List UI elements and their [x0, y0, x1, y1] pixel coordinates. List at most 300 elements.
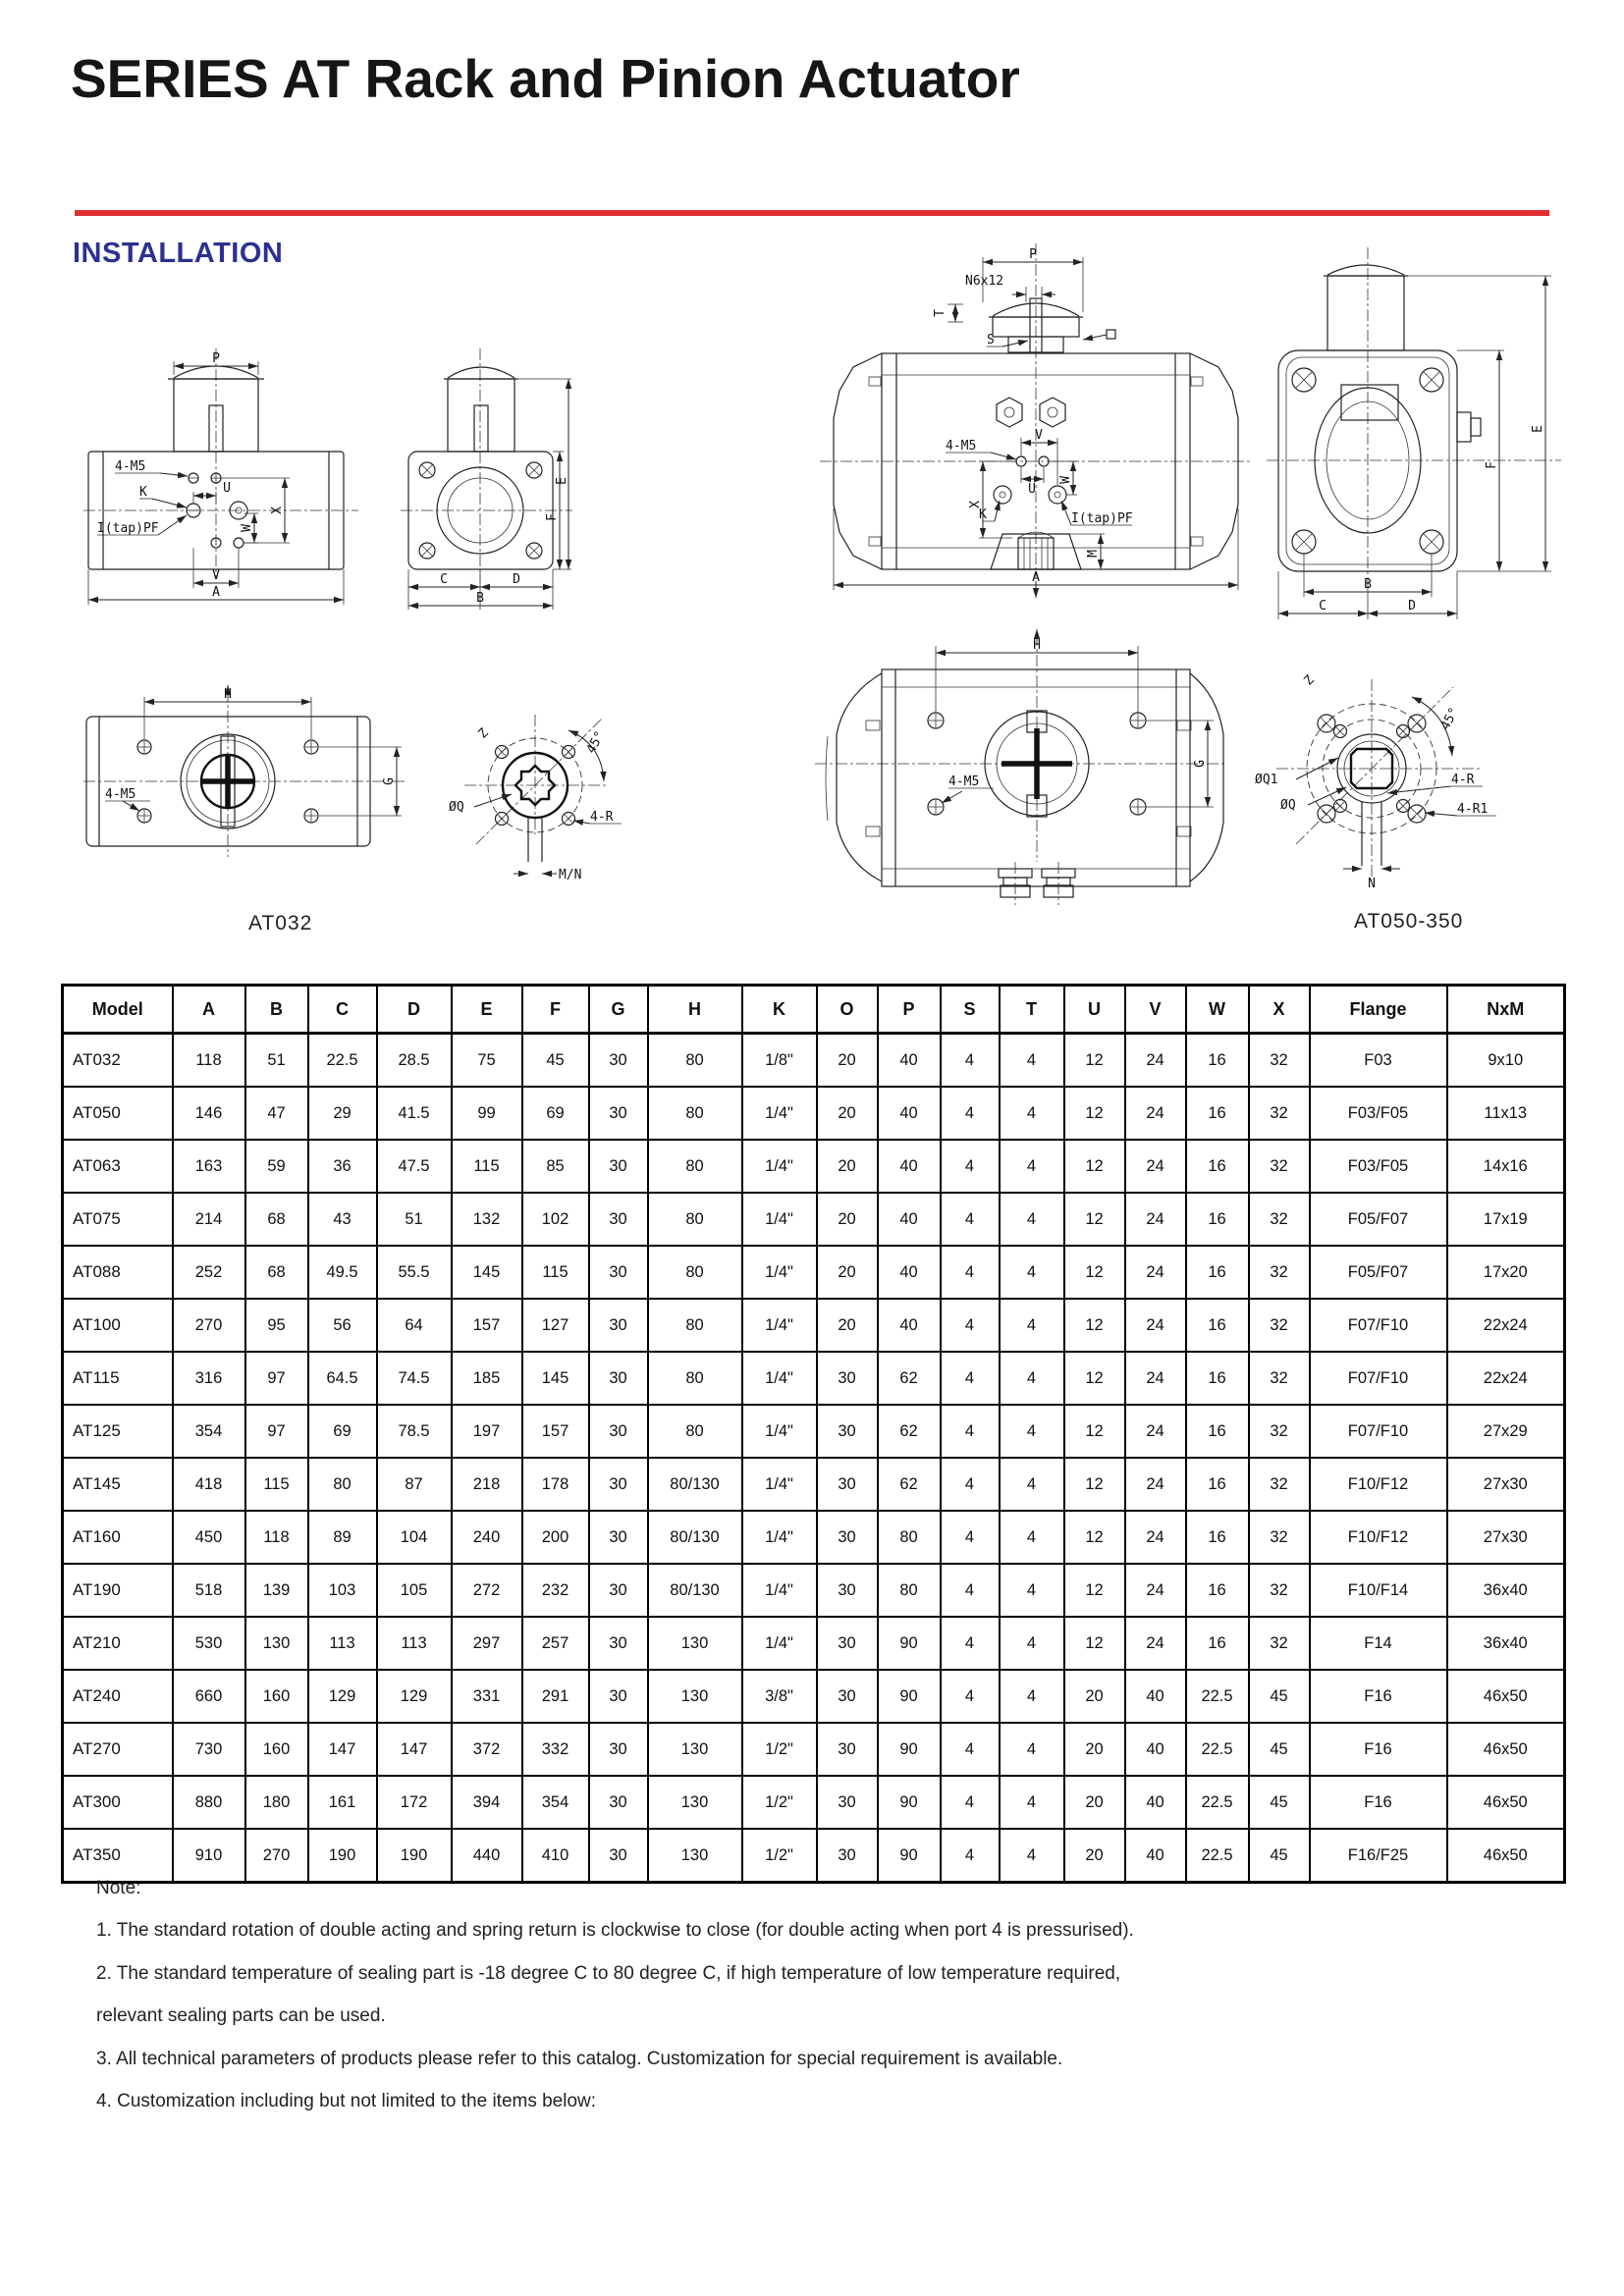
- model-cell: AT125: [63, 1405, 173, 1458]
- value-cell: 36x40: [1447, 1617, 1565, 1670]
- value-cell: 354: [173, 1405, 245, 1458]
- dim-label-v: V: [1035, 428, 1043, 443]
- value-cell: 332: [522, 1723, 589, 1776]
- value-cell: 40: [1125, 1829, 1186, 1883]
- note-line: relevant sealing parts can be used.: [96, 2005, 386, 2026]
- value-cell: 46x50: [1447, 1776, 1565, 1829]
- model-cell: AT145: [63, 1458, 173, 1511]
- value-cell: 12: [1064, 1405, 1125, 1458]
- value-cell: 17x20: [1447, 1246, 1565, 1299]
- dim-label-f: F: [1485, 461, 1499, 469]
- value-cell: 22.5: [1186, 1723, 1249, 1776]
- value-cell: 4: [941, 1776, 1000, 1829]
- dim-label-d: D: [1408, 599, 1416, 614]
- value-cell: 30: [817, 1670, 878, 1723]
- dim-label-b: B: [476, 591, 484, 606]
- value-cell: 16: [1186, 1140, 1249, 1193]
- value-cell: 24: [1125, 1405, 1186, 1458]
- dim-label-z: Z: [1301, 672, 1318, 689]
- value-cell: 24: [1125, 1034, 1186, 1088]
- value-cell: 12: [1064, 1034, 1125, 1088]
- value-cell: 1/2": [742, 1776, 817, 1829]
- value-cell: 47: [245, 1087, 308, 1140]
- value-cell: 24: [1125, 1458, 1186, 1511]
- value-cell: 32: [1249, 1193, 1310, 1246]
- dim-label-w: W: [240, 524, 254, 532]
- dim-label-itap: I(tap)PF: [97, 521, 159, 536]
- value-cell: 130: [648, 1829, 742, 1883]
- value-cell: 880: [173, 1776, 245, 1829]
- note-line: 1. The standard rotation of double acting and spring return is clockwise to close (for double acting when port 4 is pressurised).: [96, 1920, 1134, 1941]
- value-cell: 102: [522, 1193, 589, 1246]
- model-cell: AT160: [63, 1511, 173, 1564]
- value-cell: 45: [1249, 1776, 1310, 1829]
- dim-label-p: P: [1029, 247, 1037, 262]
- value-cell: 30: [589, 1246, 648, 1299]
- value-cell: 90: [878, 1670, 941, 1723]
- value-cell: 46x50: [1447, 1829, 1565, 1883]
- value-cell: 190: [308, 1829, 377, 1883]
- value-cell: 4: [1000, 1511, 1064, 1564]
- value-cell: F10/F12: [1310, 1458, 1447, 1511]
- notes-section: [96, 1867, 1530, 2123]
- column-header: D: [377, 986, 452, 1034]
- value-cell: 530: [173, 1617, 245, 1670]
- value-cell: 1/4": [742, 1405, 817, 1458]
- value-cell: 16: [1186, 1193, 1249, 1246]
- dim-label-45: 45°: [583, 728, 609, 757]
- value-cell: 32: [1249, 1564, 1310, 1617]
- value-cell: 4: [941, 1723, 1000, 1776]
- value-cell: F14: [1310, 1617, 1447, 1670]
- value-cell: 45: [1249, 1723, 1310, 1776]
- at032-front-view-drawing: [83, 348, 358, 614]
- value-cell: 97: [245, 1405, 308, 1458]
- value-cell: 4: [1000, 1617, 1064, 1670]
- value-cell: 4: [1000, 1034, 1064, 1088]
- dim-label-x: X: [968, 501, 983, 508]
- value-cell: 80: [648, 1087, 742, 1140]
- value-cell: 115: [245, 1458, 308, 1511]
- value-cell: 270: [173, 1299, 245, 1352]
- table-row: [63, 1670, 1565, 1723]
- value-cell: 80: [878, 1564, 941, 1617]
- value-cell: 40: [878, 1193, 941, 1246]
- value-cell: 4: [941, 1087, 1000, 1140]
- value-cell: 30: [817, 1352, 878, 1405]
- value-cell: 32: [1249, 1352, 1310, 1405]
- value-cell: 4: [941, 1352, 1000, 1405]
- table-row: [63, 1617, 1565, 1670]
- table-row: [63, 1034, 1565, 1088]
- dim-label-k: K: [139, 485, 147, 500]
- value-cell: 12: [1064, 1140, 1125, 1193]
- value-cell: 80/130: [648, 1511, 742, 1564]
- value-cell: 12: [1064, 1299, 1125, 1352]
- dim-label-p: P: [212, 351, 220, 366]
- value-cell: 4: [941, 1511, 1000, 1564]
- dim-label-4r: 4-R: [1451, 773, 1475, 787]
- value-cell: 30: [589, 1087, 648, 1140]
- value-cell: 12: [1064, 1564, 1125, 1617]
- value-cell: 372: [452, 1723, 522, 1776]
- value-cell: 910: [173, 1829, 245, 1883]
- column-header: K: [742, 986, 817, 1034]
- value-cell: 24: [1125, 1140, 1186, 1193]
- model-cell: AT063: [63, 1140, 173, 1193]
- value-cell: 4: [1000, 1299, 1064, 1352]
- table-row: [63, 1246, 1565, 1299]
- value-cell: 104: [377, 1511, 452, 1564]
- value-cell: 145: [522, 1352, 589, 1405]
- value-cell: F07/F10: [1310, 1299, 1447, 1352]
- value-cell: 180: [245, 1776, 308, 1829]
- value-cell: 257: [522, 1617, 589, 1670]
- dim-label-z: Z: [475, 725, 492, 742]
- value-cell: 85: [522, 1140, 589, 1193]
- value-cell: 24: [1125, 1352, 1186, 1405]
- value-cell: 105: [377, 1564, 452, 1617]
- value-cell: 30: [817, 1776, 878, 1829]
- column-header: O: [817, 986, 878, 1034]
- value-cell: 270: [245, 1829, 308, 1883]
- value-cell: F16: [1310, 1670, 1447, 1723]
- value-cell: 115: [522, 1246, 589, 1299]
- value-cell: 4: [941, 1140, 1000, 1193]
- value-cell: 16: [1186, 1246, 1249, 1299]
- dim-label-n6x12: N6x12: [965, 274, 1004, 289]
- value-cell: 55.5: [377, 1246, 452, 1299]
- value-cell: 160: [245, 1723, 308, 1776]
- value-cell: F03: [1310, 1034, 1447, 1088]
- dimensions-table: [61, 984, 1566, 1884]
- value-cell: 80: [308, 1458, 377, 1511]
- value-cell: 130: [648, 1723, 742, 1776]
- value-cell: 4: [941, 1246, 1000, 1299]
- value-cell: 51: [377, 1193, 452, 1246]
- value-cell: 4: [941, 1670, 1000, 1723]
- value-cell: 178: [522, 1458, 589, 1511]
- dim-label-q: ØQ: [449, 800, 464, 815]
- dim-label-u: U: [1028, 482, 1036, 497]
- value-cell: 22.5: [1186, 1670, 1249, 1723]
- at032-bottom-view-drawing: [83, 682, 407, 864]
- model-cell: AT050: [63, 1087, 173, 1140]
- model-cell: AT240: [63, 1670, 173, 1723]
- value-cell: 36: [308, 1140, 377, 1193]
- value-cell: 232: [522, 1564, 589, 1617]
- value-cell: 30: [817, 1723, 878, 1776]
- value-cell: 24: [1125, 1246, 1186, 1299]
- value-cell: 45: [1249, 1829, 1310, 1883]
- value-cell: 1/4": [742, 1352, 817, 1405]
- value-cell: 30: [817, 1405, 878, 1458]
- value-cell: 99: [452, 1087, 522, 1140]
- value-cell: 32: [1249, 1511, 1310, 1564]
- value-cell: F16: [1310, 1723, 1447, 1776]
- value-cell: 30: [817, 1511, 878, 1564]
- value-cell: 40: [1125, 1723, 1186, 1776]
- value-cell: 80: [878, 1511, 941, 1564]
- dim-label-g: G: [1193, 760, 1208, 768]
- value-cell: 163: [173, 1140, 245, 1193]
- value-cell: F05/F07: [1310, 1193, 1447, 1246]
- dim-label-e: E: [1531, 425, 1545, 433]
- value-cell: 80/130: [648, 1564, 742, 1617]
- value-cell: 1/4": [742, 1617, 817, 1670]
- value-cell: 45: [1249, 1670, 1310, 1723]
- value-cell: 4: [941, 1564, 1000, 1617]
- value-cell: 80: [648, 1246, 742, 1299]
- value-cell: 24: [1125, 1193, 1186, 1246]
- value-cell: 46x50: [1447, 1723, 1565, 1776]
- value-cell: 11x13: [1447, 1087, 1565, 1140]
- value-cell: 59: [245, 1140, 308, 1193]
- at050-side-shapes: [1267, 247, 1561, 619]
- table-row: [63, 1087, 1565, 1140]
- column-header: V: [1125, 986, 1186, 1034]
- dim-label-t: T: [933, 309, 947, 317]
- value-cell: 80: [648, 1405, 742, 1458]
- value-cell: 3/8": [742, 1670, 817, 1723]
- value-cell: 24: [1125, 1299, 1186, 1352]
- value-cell: 24: [1125, 1564, 1186, 1617]
- dim-label-b: B: [1364, 577, 1372, 592]
- table-row: [63, 1352, 1565, 1405]
- column-header: Flange: [1310, 986, 1447, 1034]
- model-cell: AT115: [63, 1352, 173, 1405]
- value-cell: 80: [648, 1352, 742, 1405]
- column-header: A: [173, 986, 245, 1034]
- value-cell: F03/F05: [1310, 1087, 1447, 1140]
- value-cell: 90: [878, 1776, 941, 1829]
- value-cell: 97: [245, 1352, 308, 1405]
- value-cell: 12: [1064, 1617, 1125, 1670]
- value-cell: 20: [817, 1193, 878, 1246]
- value-cell: 78.5: [377, 1405, 452, 1458]
- dim-label-k: K: [979, 507, 987, 522]
- dim-label-f: F: [545, 513, 560, 521]
- value-cell: 118: [245, 1511, 308, 1564]
- dim-label-w: W: [1058, 476, 1073, 484]
- dim-label-a: A: [212, 585, 220, 600]
- at050-side-view-drawing: [1267, 247, 1561, 625]
- value-cell: 32: [1249, 1405, 1310, 1458]
- at050-flange-view-drawing: [1247, 640, 1522, 905]
- value-cell: 190: [377, 1829, 452, 1883]
- model-cell: AT210: [63, 1617, 173, 1670]
- at032-front-shapes: [83, 348, 358, 605]
- value-cell: 130: [648, 1776, 742, 1829]
- value-cell: 69: [308, 1405, 377, 1458]
- value-cell: 1/4": [742, 1193, 817, 1246]
- at032-side-view-drawing: [401, 348, 572, 614]
- value-cell: 9x10: [1447, 1034, 1565, 1088]
- value-cell: 16: [1186, 1564, 1249, 1617]
- value-cell: 95: [245, 1299, 308, 1352]
- table-row: [63, 1776, 1565, 1829]
- value-cell: 43: [308, 1193, 377, 1246]
- value-cell: 730: [173, 1723, 245, 1776]
- value-cell: 24: [1125, 1087, 1186, 1140]
- drawing-caption-at032: AT032: [248, 912, 313, 934]
- value-cell: 4: [1000, 1246, 1064, 1299]
- value-cell: 40: [878, 1087, 941, 1140]
- value-cell: 46x50: [1447, 1670, 1565, 1723]
- column-header: F: [522, 986, 589, 1034]
- value-cell: 80/130: [648, 1458, 742, 1511]
- section-title: INSTALLATION: [73, 238, 284, 269]
- column-header: B: [245, 986, 308, 1034]
- value-cell: 30: [817, 1617, 878, 1670]
- value-cell: 30: [589, 1140, 648, 1193]
- value-cell: 64: [377, 1299, 452, 1352]
- value-cell: 4: [1000, 1405, 1064, 1458]
- value-cell: 32: [1249, 1034, 1310, 1088]
- value-cell: 1/8": [742, 1034, 817, 1088]
- model-cell: AT032: [63, 1034, 173, 1088]
- value-cell: 354: [522, 1776, 589, 1829]
- value-cell: 40: [1125, 1776, 1186, 1829]
- value-cell: 418: [173, 1458, 245, 1511]
- table-row: [63, 1193, 1565, 1246]
- value-cell: 30: [589, 1670, 648, 1723]
- value-cell: 139: [245, 1564, 308, 1617]
- value-cell: 80: [648, 1034, 742, 1088]
- value-cell: 30: [589, 1405, 648, 1458]
- value-cell: 129: [377, 1670, 452, 1723]
- value-cell: 214: [173, 1193, 245, 1246]
- value-cell: 30: [589, 1458, 648, 1511]
- column-header: G: [589, 986, 648, 1034]
- page-title: SERIES AT Rack and Pinion Actuator: [71, 48, 1020, 109]
- value-cell: 4: [1000, 1670, 1064, 1723]
- model-cell: AT100: [63, 1299, 173, 1352]
- model-cell: AT270: [63, 1723, 173, 1776]
- value-cell: 291: [522, 1670, 589, 1723]
- column-header: X: [1249, 986, 1310, 1034]
- dim-label-s: S: [987, 333, 995, 347]
- value-cell: 40: [878, 1140, 941, 1193]
- value-cell: 132: [452, 1193, 522, 1246]
- value-cell: F16/F25: [1310, 1829, 1447, 1883]
- value-cell: 1/4": [742, 1458, 817, 1511]
- value-cell: 30: [589, 1829, 648, 1883]
- value-cell: 27x29: [1447, 1405, 1565, 1458]
- value-cell: 62: [878, 1405, 941, 1458]
- at032-side-shapes: [401, 348, 572, 610]
- value-cell: 200: [522, 1511, 589, 1564]
- value-cell: 4: [1000, 1193, 1064, 1246]
- value-cell: 45: [522, 1034, 589, 1088]
- value-cell: 240: [452, 1511, 522, 1564]
- column-header: S: [941, 986, 1000, 1034]
- value-cell: 40: [878, 1034, 941, 1088]
- value-cell: 1/4": [742, 1087, 817, 1140]
- value-cell: 113: [377, 1617, 452, 1670]
- value-cell: 145: [452, 1246, 522, 1299]
- value-cell: 56: [308, 1299, 377, 1352]
- value-cell: 4: [1000, 1458, 1064, 1511]
- at032-bottom-shapes: [83, 685, 407, 857]
- value-cell: 12: [1064, 1458, 1125, 1511]
- value-cell: 80: [648, 1140, 742, 1193]
- value-cell: 450: [173, 1511, 245, 1564]
- value-cell: 4: [941, 1193, 1000, 1246]
- dim-label-4m5: 4-M5: [115, 459, 146, 474]
- value-cell: 30: [589, 1723, 648, 1776]
- value-cell: 147: [377, 1723, 452, 1776]
- value-cell: 4: [941, 1034, 1000, 1088]
- model-cell: AT088: [63, 1246, 173, 1299]
- value-cell: 22.5: [1186, 1776, 1249, 1829]
- column-header: P: [878, 986, 941, 1034]
- value-cell: 16: [1186, 1034, 1249, 1088]
- value-cell: 115: [452, 1140, 522, 1193]
- value-cell: 30: [589, 1352, 648, 1405]
- value-cell: 30: [589, 1617, 648, 1670]
- value-cell: 16: [1186, 1458, 1249, 1511]
- at050-front-shapes: [820, 243, 1252, 598]
- value-cell: 20: [817, 1140, 878, 1193]
- value-cell: 68: [245, 1193, 308, 1246]
- value-cell: 4: [941, 1458, 1000, 1511]
- value-cell: 20: [817, 1246, 878, 1299]
- value-cell: 218: [452, 1458, 522, 1511]
- value-cell: 14x16: [1447, 1140, 1565, 1193]
- value-cell: 160: [245, 1670, 308, 1723]
- dim-label-mn: M/N: [559, 868, 582, 882]
- value-cell: 16: [1186, 1405, 1249, 1458]
- value-cell: 47.5: [377, 1140, 452, 1193]
- value-cell: 22.5: [1186, 1829, 1249, 1883]
- value-cell: 12: [1064, 1193, 1125, 1246]
- column-header: H: [648, 986, 742, 1034]
- dim-label-v: V: [212, 568, 220, 583]
- value-cell: 22.5: [308, 1034, 377, 1088]
- column-header: Model: [63, 986, 173, 1034]
- accent-rule: [75, 210, 1549, 216]
- value-cell: 20: [817, 1299, 878, 1352]
- value-cell: 30: [589, 1776, 648, 1829]
- value-cell: 4: [941, 1299, 1000, 1352]
- value-cell: 197: [452, 1405, 522, 1458]
- value-cell: 130: [648, 1670, 742, 1723]
- value-cell: 28.5: [377, 1034, 452, 1088]
- table-row: [63, 1511, 1565, 1564]
- dim-label-4m5: 4-M5: [946, 439, 977, 454]
- value-cell: 331: [452, 1670, 522, 1723]
- column-header: C: [308, 986, 377, 1034]
- value-cell: 103: [308, 1564, 377, 1617]
- at050-bottom-shapes: [815, 629, 1227, 905]
- value-cell: 87: [377, 1458, 452, 1511]
- value-cell: 90: [878, 1723, 941, 1776]
- value-cell: 27x30: [1447, 1511, 1565, 1564]
- note-line: 2. The standard temperature of sealing part is -18 degree C to 80 degree C, if high temperature of low temperature required,: [96, 1962, 1121, 1984]
- value-cell: 4: [1000, 1564, 1064, 1617]
- value-cell: 185: [452, 1352, 522, 1405]
- value-cell: 27x30: [1447, 1458, 1565, 1511]
- dim-label-h: H: [1033, 638, 1041, 653]
- value-cell: 30: [589, 1034, 648, 1088]
- column-header: NxM: [1447, 986, 1565, 1034]
- value-cell: 30: [589, 1511, 648, 1564]
- dim-label-a: A: [1032, 570, 1040, 585]
- value-cell: 20: [1064, 1670, 1125, 1723]
- value-cell: 49.5: [308, 1246, 377, 1299]
- model-cell: AT075: [63, 1193, 173, 1246]
